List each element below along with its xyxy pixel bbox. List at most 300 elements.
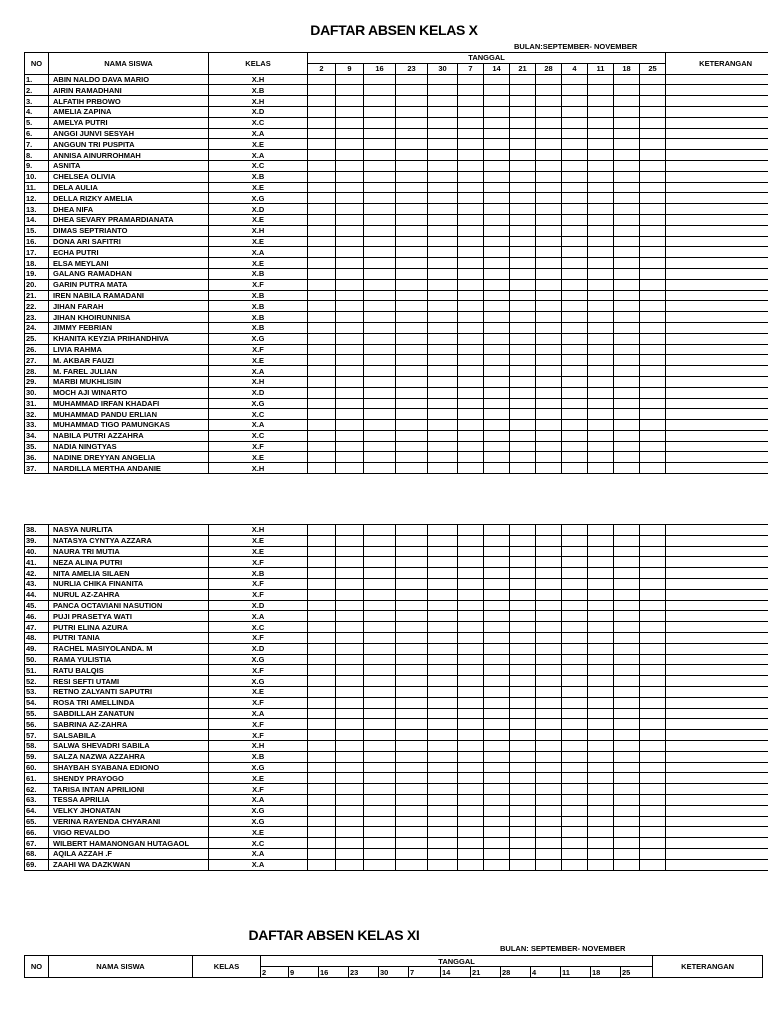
attendance-cell bbox=[536, 805, 562, 816]
col-header-nama: NAMA SISWA bbox=[49, 53, 209, 75]
attendance-cell bbox=[562, 611, 588, 622]
attendance-cell bbox=[484, 193, 510, 204]
attendance-cell bbox=[458, 708, 484, 719]
attendance-cell bbox=[510, 730, 536, 741]
attendance-cell bbox=[536, 128, 562, 139]
attendance-cell bbox=[364, 719, 396, 730]
attendance-cell bbox=[364, 525, 396, 536]
student-class: X.H bbox=[209, 225, 308, 236]
attendance-cell bbox=[510, 568, 536, 579]
student-name: ABIN NALDO DAVA MARIO bbox=[49, 74, 209, 85]
attendance-cell bbox=[428, 805, 458, 816]
student-class: X.G bbox=[209, 654, 308, 665]
attendance-cell bbox=[308, 773, 336, 784]
attendance-cell bbox=[640, 686, 666, 697]
table-row bbox=[25, 697, 768, 708]
student-class: X.H bbox=[209, 740, 308, 751]
attendance-cell bbox=[336, 333, 364, 344]
attendance-cell bbox=[536, 546, 562, 557]
date-header-cell: 18 bbox=[614, 63, 640, 74]
attendance-cell bbox=[484, 106, 510, 117]
table-row bbox=[25, 193, 768, 204]
attendance-cell bbox=[640, 773, 666, 784]
col-header-no-xi: NO bbox=[25, 956, 49, 978]
attendance-cell bbox=[510, 794, 536, 805]
attendance-cell bbox=[396, 859, 428, 870]
attendance-cell bbox=[536, 247, 562, 258]
attendance-cell bbox=[484, 525, 510, 536]
attendance-cell bbox=[396, 578, 428, 589]
attendance-cell bbox=[428, 697, 458, 708]
attendance-cell bbox=[562, 578, 588, 589]
attendance-cell bbox=[308, 611, 336, 622]
keterangan-cell bbox=[666, 398, 768, 409]
table-row bbox=[25, 128, 768, 139]
attendance-cell bbox=[458, 665, 484, 676]
attendance-cell bbox=[510, 751, 536, 762]
attendance-cell bbox=[428, 525, 458, 536]
attendance-cell bbox=[536, 816, 562, 827]
attendance-cell bbox=[536, 665, 562, 676]
row-number: 8. bbox=[25, 150, 49, 161]
attendance-cell bbox=[336, 697, 364, 708]
keterangan-cell bbox=[666, 139, 768, 150]
attendance-cell bbox=[562, 730, 588, 741]
keterangan-cell bbox=[666, 182, 768, 193]
attendance-cell bbox=[484, 816, 510, 827]
attendance-cell bbox=[562, 632, 588, 643]
table-row bbox=[25, 665, 768, 676]
table-row bbox=[25, 268, 768, 279]
attendance-cell bbox=[614, 827, 640, 838]
attendance-cell bbox=[336, 816, 364, 827]
attendance-cell bbox=[458, 535, 484, 546]
attendance-cell bbox=[614, 301, 640, 312]
attendance-cell bbox=[562, 740, 588, 751]
attendance-cell bbox=[562, 193, 588, 204]
attendance-cell bbox=[428, 204, 458, 215]
attendance-cell bbox=[364, 355, 396, 366]
attendance-cell bbox=[364, 568, 396, 579]
attendance-cell bbox=[562, 794, 588, 805]
row-number: 26. bbox=[25, 344, 49, 355]
attendance-cell bbox=[484, 708, 510, 719]
attendance-cell bbox=[428, 225, 458, 236]
attendance-cell bbox=[536, 387, 562, 398]
attendance-cell bbox=[484, 279, 510, 290]
row-number: 11. bbox=[25, 182, 49, 193]
attendance-cell bbox=[364, 225, 396, 236]
row-number: 62. bbox=[25, 784, 49, 795]
attendance-cell bbox=[364, 236, 396, 247]
page-title-kelas-xi: DAFTAR ABSEN KELAS XI bbox=[248, 927, 420, 943]
keterangan-cell bbox=[666, 611, 768, 622]
attendance-cell bbox=[396, 225, 428, 236]
student-class: X.G bbox=[209, 816, 308, 827]
attendance-cell bbox=[614, 589, 640, 600]
attendance-cell bbox=[562, 312, 588, 323]
keterangan-cell bbox=[666, 279, 768, 290]
attendance-cell bbox=[536, 578, 562, 589]
attendance-cell bbox=[396, 420, 428, 431]
attendance-cell bbox=[484, 268, 510, 279]
attendance-cell bbox=[428, 193, 458, 204]
attendance-cell bbox=[336, 848, 364, 859]
keterangan-cell bbox=[666, 578, 768, 589]
attendance-cell bbox=[396, 290, 428, 301]
attendance-cell bbox=[510, 290, 536, 301]
keterangan-cell bbox=[666, 784, 768, 795]
row-number: 28. bbox=[25, 366, 49, 377]
attendance-cell bbox=[510, 160, 536, 171]
date-header-cell: 11 bbox=[588, 63, 614, 74]
attendance-cell bbox=[396, 193, 428, 204]
attendance-cell bbox=[308, 568, 336, 579]
attendance-cell bbox=[640, 193, 666, 204]
table-row bbox=[25, 686, 768, 697]
col-header-nama-xi: NAMA SISWA bbox=[49, 956, 193, 978]
attendance-cell bbox=[588, 117, 614, 128]
attendance-cell bbox=[336, 322, 364, 333]
student-class: X.C bbox=[209, 622, 308, 633]
attendance-cell bbox=[536, 441, 562, 452]
attendance-cell bbox=[308, 848, 336, 859]
attendance-cell bbox=[614, 387, 640, 398]
attendance-cell bbox=[536, 622, 562, 633]
col-header-keterangan: KETERANGAN bbox=[666, 53, 768, 75]
attendance-cell bbox=[510, 85, 536, 96]
attendance-cell bbox=[428, 85, 458, 96]
attendance-cell bbox=[364, 600, 396, 611]
attendance-cell bbox=[364, 247, 396, 258]
attendance-cell bbox=[588, 322, 614, 333]
attendance-cell bbox=[308, 387, 336, 398]
keterangan-cell bbox=[666, 258, 768, 269]
attendance-cell bbox=[640, 409, 666, 420]
attendance-cell bbox=[458, 441, 484, 452]
attendance-cell bbox=[562, 139, 588, 150]
attendance-cell bbox=[458, 96, 484, 107]
row-number: 27. bbox=[25, 355, 49, 366]
attendance-cell bbox=[640, 387, 666, 398]
attendance-cell bbox=[308, 258, 336, 269]
attendance-cell bbox=[484, 859, 510, 870]
attendance-cell bbox=[336, 344, 364, 355]
attendance-cell bbox=[458, 557, 484, 568]
student-class: X.D bbox=[209, 600, 308, 611]
attendance-cell bbox=[458, 622, 484, 633]
attendance-cell bbox=[484, 376, 510, 387]
attendance-cell bbox=[336, 762, 364, 773]
keterangan-cell bbox=[666, 376, 768, 387]
attendance-cell bbox=[308, 463, 336, 474]
keterangan-cell bbox=[666, 589, 768, 600]
attendance-cell bbox=[336, 525, 364, 536]
attendance-cell bbox=[562, 225, 588, 236]
keterangan-cell bbox=[666, 290, 768, 301]
attendance-cell bbox=[458, 463, 484, 474]
attendance-cell bbox=[588, 139, 614, 150]
student-name: NABILA PUTRI AZZAHRA bbox=[49, 430, 209, 441]
attendance-cell bbox=[614, 409, 640, 420]
student-name: MARBI MUKHLISIN bbox=[49, 376, 209, 387]
attendance-cell bbox=[484, 322, 510, 333]
attendance-cell bbox=[458, 730, 484, 741]
attendance-cell bbox=[428, 258, 458, 269]
attendance-cell bbox=[336, 258, 364, 269]
student-class: X.D bbox=[209, 643, 308, 654]
attendance-cell bbox=[536, 376, 562, 387]
attendance-cell bbox=[536, 762, 562, 773]
row-number: 24. bbox=[25, 322, 49, 333]
student-name: SABRINA AZ-ZAHRA bbox=[49, 719, 209, 730]
attendance-cell bbox=[510, 622, 536, 633]
attendance-cell bbox=[458, 816, 484, 827]
attendance-cell bbox=[614, 74, 640, 85]
attendance-cell bbox=[308, 74, 336, 85]
attendance-cell bbox=[364, 784, 396, 795]
attendance-cell bbox=[640, 546, 666, 557]
student-name: SALSABILA bbox=[49, 730, 209, 741]
attendance-cell bbox=[458, 182, 484, 193]
row-number: 52. bbox=[25, 676, 49, 687]
attendance-cell bbox=[614, 290, 640, 301]
attendance-cell bbox=[458, 258, 484, 269]
attendance-cell bbox=[562, 258, 588, 269]
attendance-cell bbox=[640, 430, 666, 441]
attendance-cell bbox=[536, 214, 562, 225]
attendance-cell bbox=[364, 387, 396, 398]
keterangan-cell bbox=[666, 247, 768, 258]
attendance-cell bbox=[396, 171, 428, 182]
attendance-cell bbox=[562, 463, 588, 474]
attendance-cell bbox=[536, 409, 562, 420]
attendance-cell bbox=[336, 301, 364, 312]
row-number: 6. bbox=[25, 128, 49, 139]
student-class: X.F bbox=[209, 589, 308, 600]
student-class: X.C bbox=[209, 117, 308, 128]
attendance-cell bbox=[364, 409, 396, 420]
row-number: 54. bbox=[25, 697, 49, 708]
keterangan-cell bbox=[666, 214, 768, 225]
attendance-cell bbox=[562, 279, 588, 290]
keterangan-cell bbox=[666, 686, 768, 697]
keterangan-cell bbox=[666, 676, 768, 687]
keterangan-cell bbox=[666, 708, 768, 719]
attendance-cell bbox=[308, 409, 336, 420]
keterangan-cell bbox=[666, 96, 768, 107]
student-class: X.B bbox=[209, 568, 308, 579]
attendance-cell bbox=[364, 686, 396, 697]
attendance-cell bbox=[484, 452, 510, 463]
attendance-cell bbox=[640, 441, 666, 452]
attendance-cell bbox=[536, 268, 562, 279]
keterangan-cell bbox=[666, 117, 768, 128]
attendance-cell bbox=[614, 568, 640, 579]
attendance-cell bbox=[396, 452, 428, 463]
keterangan-cell bbox=[666, 268, 768, 279]
keterangan-cell bbox=[666, 600, 768, 611]
attendance-cell bbox=[396, 525, 428, 536]
attendance-cell bbox=[588, 632, 614, 643]
student-class: X.F bbox=[209, 719, 308, 730]
attendance-cell bbox=[484, 751, 510, 762]
attendance-cell bbox=[428, 182, 458, 193]
student-class: X.C bbox=[209, 160, 308, 171]
student-name: ROSA TRI AMELLINDA bbox=[49, 697, 209, 708]
attendance-cell bbox=[458, 139, 484, 150]
keterangan-cell bbox=[666, 535, 768, 546]
attendance-cell bbox=[536, 784, 562, 795]
attendance-cell bbox=[308, 117, 336, 128]
attendance-cell bbox=[336, 827, 364, 838]
attendance-cell bbox=[308, 546, 336, 557]
attendance-cell bbox=[640, 117, 666, 128]
attendance-cell bbox=[336, 268, 364, 279]
student-name: ANGGI JUNVI SESYAH bbox=[49, 128, 209, 139]
attendance-cell bbox=[562, 150, 588, 161]
attendance-cell bbox=[562, 686, 588, 697]
attendance-cell bbox=[614, 463, 640, 474]
row-number: 44. bbox=[25, 589, 49, 600]
attendance-cell bbox=[484, 730, 510, 741]
attendance-cell bbox=[614, 859, 640, 870]
attendance-cell bbox=[458, 376, 484, 387]
row-number: 59. bbox=[25, 751, 49, 762]
attendance-cell bbox=[396, 96, 428, 107]
attendance-cell bbox=[510, 409, 536, 420]
row-number: 66. bbox=[25, 827, 49, 838]
attendance-cell bbox=[588, 214, 614, 225]
attendance-cell bbox=[308, 762, 336, 773]
row-number: 21. bbox=[25, 290, 49, 301]
attendance-cell bbox=[364, 589, 396, 600]
table-row bbox=[25, 430, 768, 441]
attendance-cell bbox=[308, 225, 336, 236]
attendance-cell bbox=[396, 409, 428, 420]
student-class: X.A bbox=[209, 708, 308, 719]
keterangan-cell bbox=[666, 622, 768, 633]
date-header-cell: 28 bbox=[501, 967, 531, 978]
attendance-cell bbox=[336, 805, 364, 816]
attendance-cell bbox=[308, 740, 336, 751]
table-row bbox=[25, 150, 768, 161]
attendance-cell bbox=[614, 193, 640, 204]
attendance-cell bbox=[510, 773, 536, 784]
attendance-cell bbox=[396, 355, 428, 366]
attendance-cell bbox=[484, 827, 510, 838]
attendance-cell bbox=[536, 719, 562, 730]
attendance-cell bbox=[428, 322, 458, 333]
attendance-cell bbox=[588, 290, 614, 301]
attendance-cell bbox=[364, 452, 396, 463]
student-class: X.E bbox=[209, 686, 308, 697]
attendance-cell bbox=[336, 578, 364, 589]
attendance-cell bbox=[614, 117, 640, 128]
attendance-cell bbox=[396, 117, 428, 128]
attendance-cell bbox=[484, 762, 510, 773]
attendance-cell bbox=[640, 848, 666, 859]
attendance-cell bbox=[308, 160, 336, 171]
attendance-cell bbox=[308, 784, 336, 795]
attendance-cell bbox=[428, 214, 458, 225]
attendance-cell bbox=[484, 773, 510, 784]
keterangan-cell bbox=[666, 160, 768, 171]
attendance-cell bbox=[396, 773, 428, 784]
attendance-cell bbox=[614, 622, 640, 633]
attendance-cell bbox=[364, 535, 396, 546]
keterangan-cell bbox=[666, 171, 768, 182]
row-number: 58. bbox=[25, 740, 49, 751]
attendance-cell bbox=[308, 794, 336, 805]
student-name: SABDILLAH ZANATUN bbox=[49, 708, 209, 719]
attendance-cell bbox=[364, 740, 396, 751]
attendance-cell bbox=[428, 268, 458, 279]
student-name: MUHAMMAD IRFAN KHADAFI bbox=[49, 398, 209, 409]
keterangan-cell bbox=[666, 848, 768, 859]
attendance-cell bbox=[536, 160, 562, 171]
keterangan-cell bbox=[666, 557, 768, 568]
row-number: 13. bbox=[25, 204, 49, 215]
attendance-cell bbox=[510, 600, 536, 611]
attendance-cell bbox=[458, 632, 484, 643]
attendance-cell bbox=[484, 697, 510, 708]
attendance-cell bbox=[640, 312, 666, 323]
row-number: 16. bbox=[25, 236, 49, 247]
attendance-cell bbox=[510, 322, 536, 333]
attendance-cell bbox=[510, 279, 536, 290]
attendance-cell bbox=[484, 622, 510, 633]
student-name: NASYA NURLITA bbox=[49, 525, 209, 536]
table-row bbox=[25, 794, 768, 805]
attendance-cell bbox=[614, 204, 640, 215]
attendance-cell bbox=[428, 420, 458, 431]
keterangan-cell bbox=[666, 366, 768, 377]
attendance-cell bbox=[396, 568, 428, 579]
attendance-cell bbox=[336, 355, 364, 366]
attendance-cell bbox=[588, 441, 614, 452]
table-row bbox=[25, 805, 768, 816]
attendance-cell bbox=[614, 535, 640, 546]
attendance-cell bbox=[396, 301, 428, 312]
attendance-cell bbox=[396, 600, 428, 611]
attendance-cell bbox=[336, 441, 364, 452]
attendance-cell bbox=[336, 708, 364, 719]
attendance-cell bbox=[458, 204, 484, 215]
attendance-cell bbox=[364, 665, 396, 676]
attendance-cell bbox=[562, 376, 588, 387]
attendance-cell bbox=[614, 546, 640, 557]
attendance-cell bbox=[308, 344, 336, 355]
attendance-cell bbox=[308, 236, 336, 247]
attendance-cell bbox=[484, 96, 510, 107]
table-row bbox=[25, 463, 768, 474]
attendance-cell bbox=[536, 452, 562, 463]
attendance-cell bbox=[536, 139, 562, 150]
attendance-cell bbox=[336, 589, 364, 600]
attendance-cell bbox=[588, 247, 614, 258]
attendance-cell bbox=[428, 463, 458, 474]
attendance-cell bbox=[308, 85, 336, 96]
attendance-cell bbox=[510, 578, 536, 589]
student-name: SALZA NAZWA AZZAHRA bbox=[49, 751, 209, 762]
attendance-cell bbox=[364, 214, 396, 225]
attendance-cell bbox=[336, 600, 364, 611]
attendance-cell bbox=[428, 578, 458, 589]
attendance-cell bbox=[640, 611, 666, 622]
student-class: X.B bbox=[209, 85, 308, 96]
student-class: X.F bbox=[209, 578, 308, 589]
